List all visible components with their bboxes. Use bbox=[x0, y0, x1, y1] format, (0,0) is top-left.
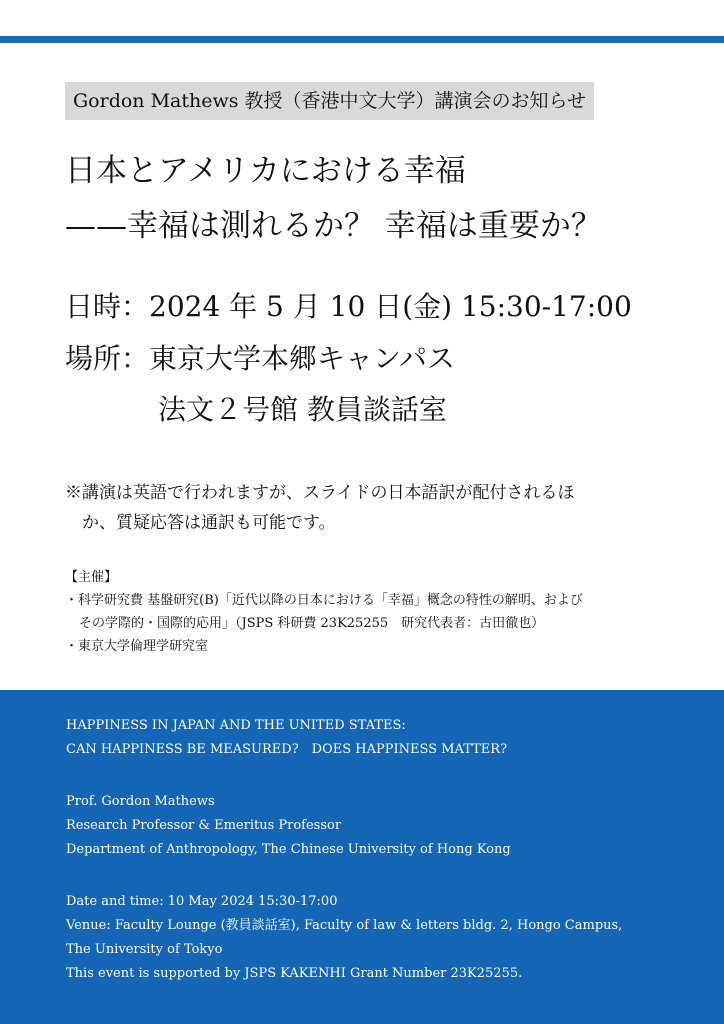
language-note-line: か、質疑応答は通訳も可能です。 bbox=[82, 513, 336, 533]
english-title-line: CAN HAPPINESS BE MEASURED? DOES HAPPINESS MATTER? bbox=[66, 742, 508, 757]
speaker-title: Research Professor & Emeritus Professor bbox=[66, 818, 342, 833]
english-venue: Venue: Faculty Lounge (教員談話室), Faculty of law & letters bldg. 2, Hongo Campus, bbox=[66, 918, 623, 933]
lecture-subtitle: ——幸福は測れるか？ 幸福は重要か？ bbox=[65, 208, 602, 244]
organizer-item: ・科学研究費 基盤研究(B)「近代以降の日本における「幸福」概念の特性の解明、および bbox=[65, 593, 583, 608]
english-venue-continued: The University of Tokyo bbox=[66, 942, 223, 957]
event-details-english bbox=[66, 890, 622, 986]
top-accent-bar bbox=[0, 36, 724, 43]
event-date: 日時：2024 年 5 月 10 日(金) 15:30-17:00 bbox=[65, 290, 632, 323]
organizer-heading: 【主催】 bbox=[65, 570, 118, 585]
language-note-line: ※講演は英語で行われますが、スライドの日本語訳が配付されるほ bbox=[65, 483, 575, 503]
english-datetime: Date and time: 10 May 2024 15:30-17:00 bbox=[66, 894, 338, 909]
event-venue-room: 法文２号館 教員談話室 bbox=[158, 393, 447, 426]
announcement-banner: Gordon Mathews 教授（香港中文大学）講演会のお知らせ bbox=[65, 82, 594, 120]
organizer-item-continued: その学際的・国際的応用」（JSPS 科研費 23K25255 研究代表者：古田徹也） bbox=[79, 616, 545, 631]
organizer-item: ・東京大学倫理学研究室 bbox=[65, 639, 209, 654]
speaker-name: Prof. Gordon Mathews bbox=[66, 794, 215, 809]
english-title-line: HAPPINESS IN JAPAN AND THE UNITED STATES: bbox=[66, 718, 406, 733]
speaker-info bbox=[66, 790, 511, 862]
funding-note: This event is supported by JSPS KAKENHI Grant Number 23K25255. bbox=[66, 966, 523, 981]
speaker-department: Department of Anthropology, The Chinese University of Hong Kong bbox=[66, 842, 511, 857]
english-info-panel bbox=[0, 690, 724, 1024]
organizer-section bbox=[65, 566, 665, 658]
english-title bbox=[66, 714, 507, 762]
language-note bbox=[65, 478, 655, 538]
lecture-title: 日本とアメリカにおける幸福 bbox=[65, 153, 466, 189]
event-venue: 場所：東京大学本郷キャンパス bbox=[65, 342, 456, 375]
